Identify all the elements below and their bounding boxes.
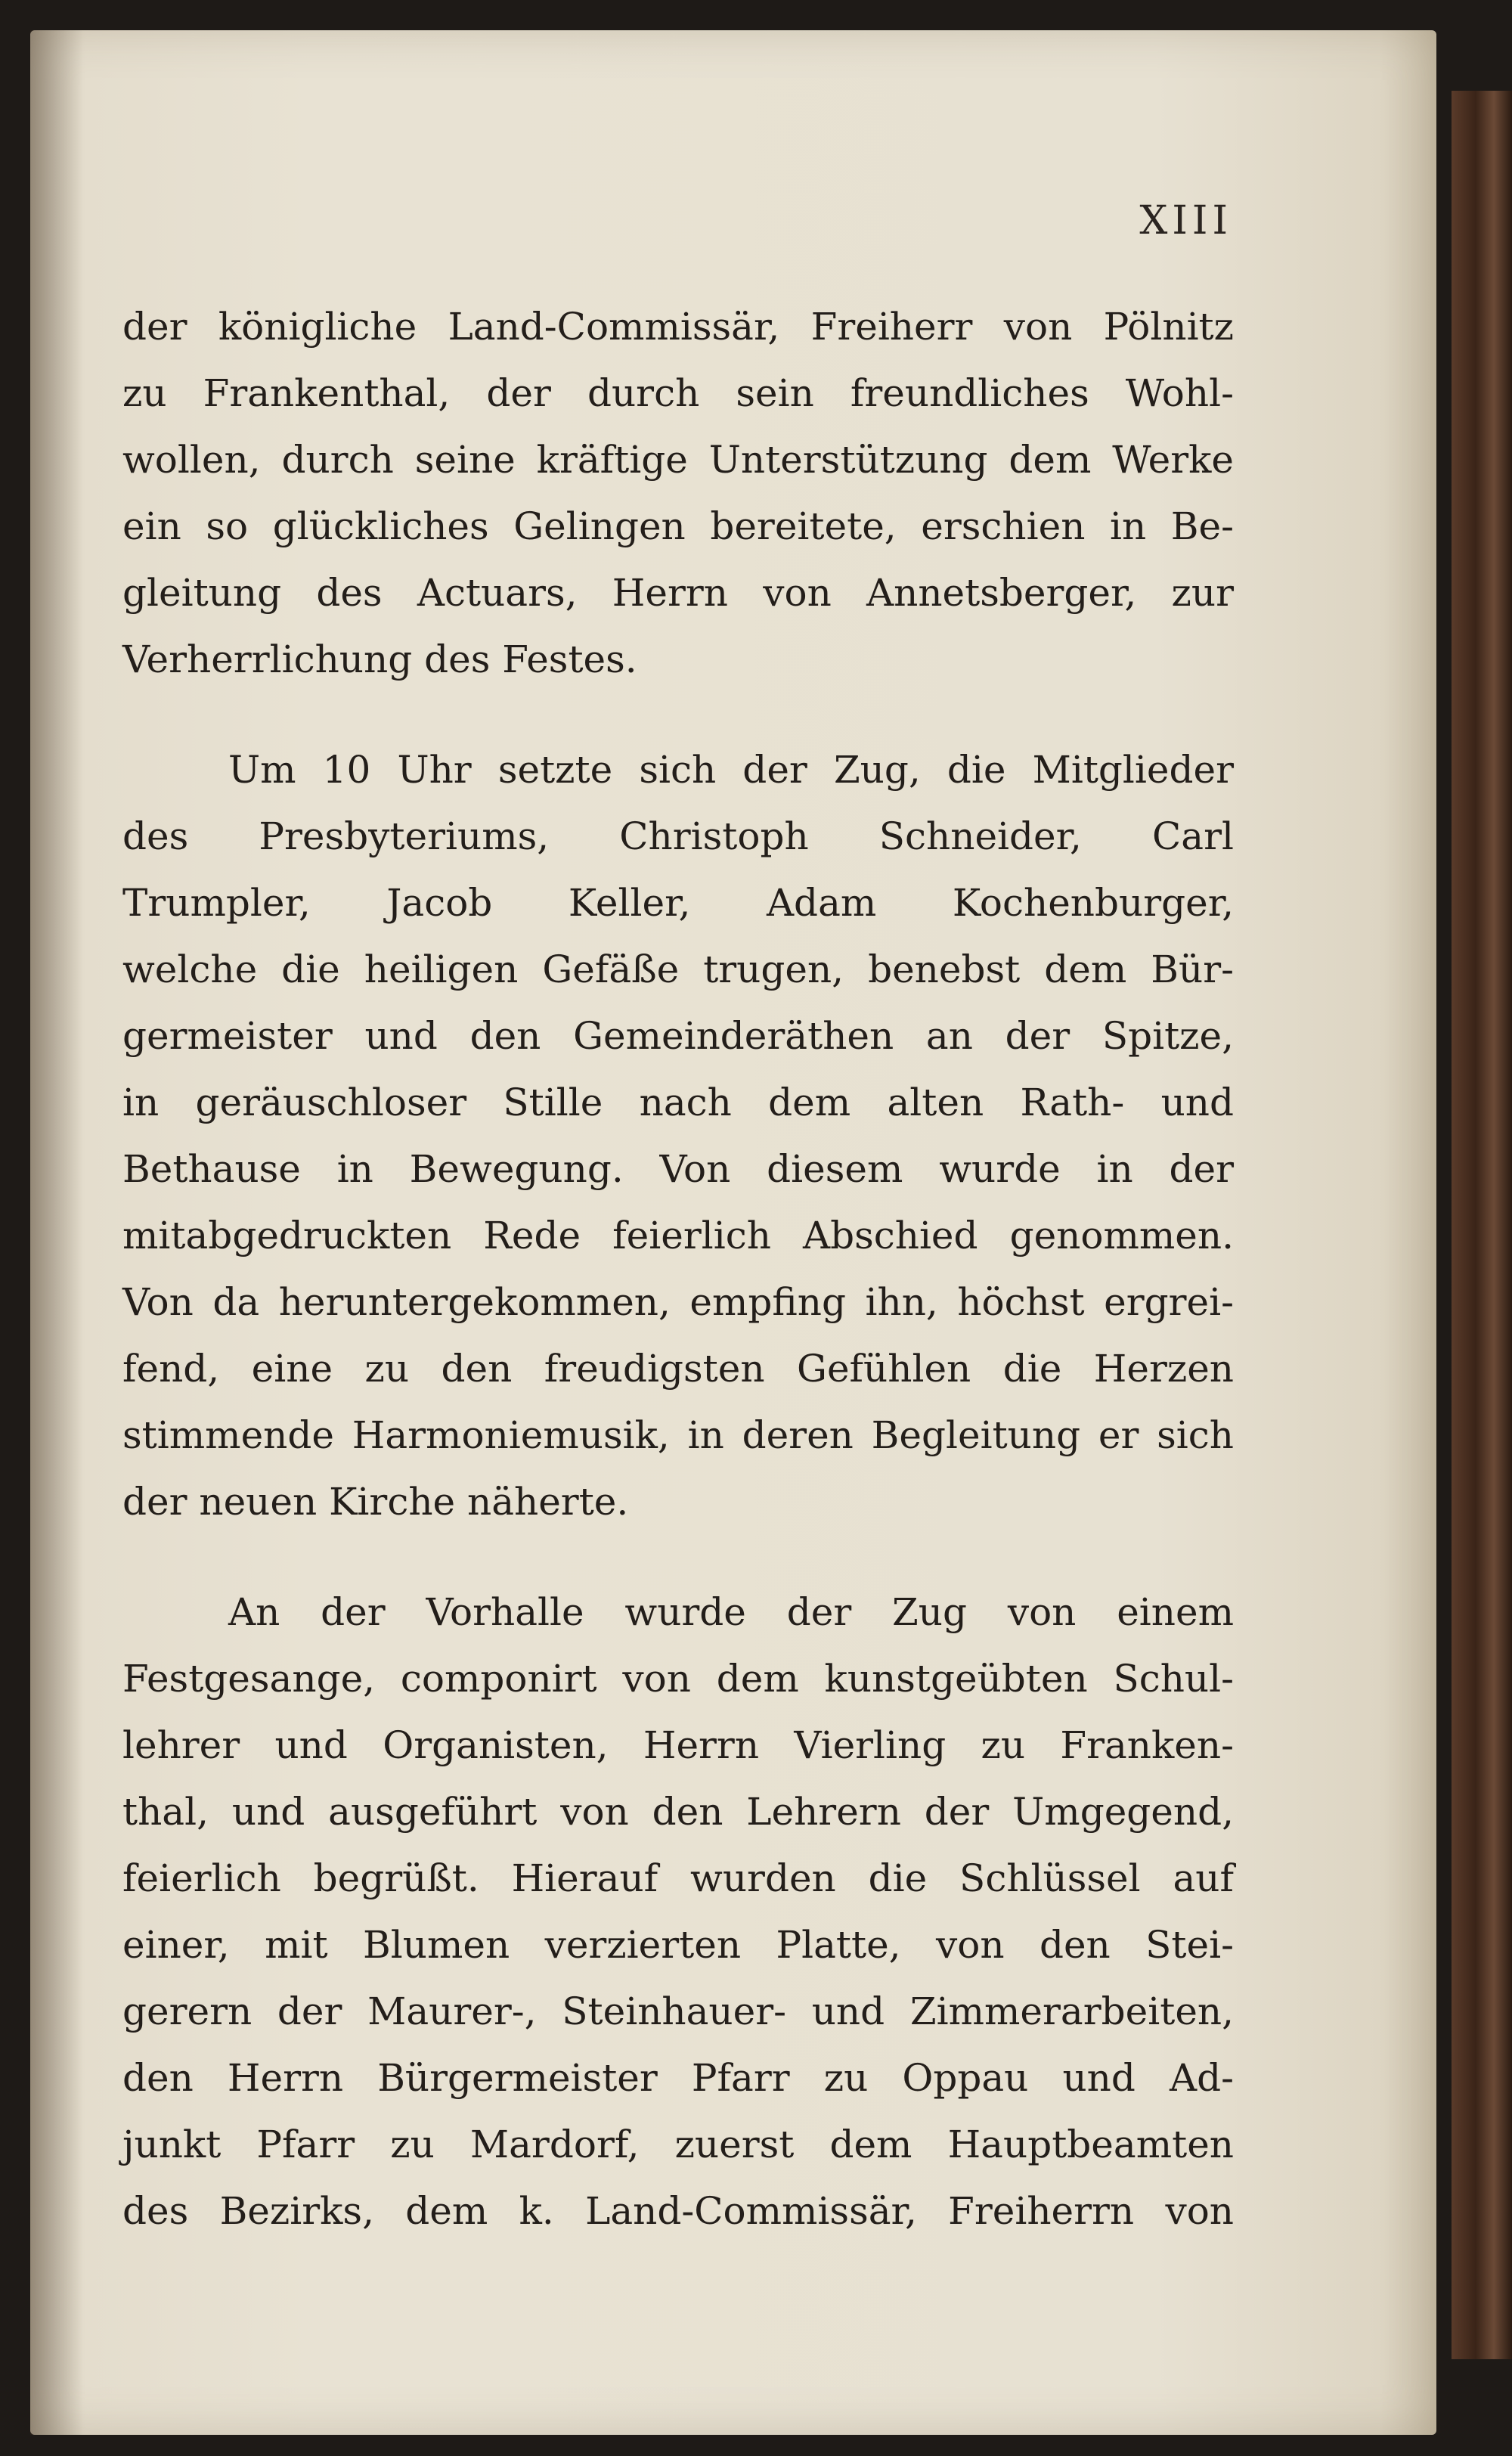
text-line: Festgesange, componirt von dem kunstgeübten Schul- <box>122 1657 1234 1701</box>
text-line: feierlich begrüßt. Hierauf wurden die Schlüssel auf <box>122 1856 1234 1900</box>
text-line: den Herrn Bürgermeister Pfarr zu Oppau und Ad- <box>122 2056 1234 2100</box>
text-line: gleitung des Actuars, Herrn von Annetsberger, zur <box>122 571 1234 615</box>
text-line: der königliche Land-Commissär, Freiherr von Pölnitz <box>122 305 1234 349</box>
text-line: Bethause in Bewegung. Von diesem wurde in der <box>122 1147 1234 1191</box>
text-line: stimmende Harmoniemusik, in deren Begleitung er sich <box>122 1413 1234 1457</box>
text-line: Verherrlichung des Festes. <box>122 637 637 681</box>
text-line: der neuen Kirche näherte. <box>122 1480 629 1524</box>
text-line: Um 10 Uhr setzte sich der Zug, die Mitglieder <box>228 748 1234 792</box>
text-line: welche die heiligen Gefäße trugen, benebst dem Bür- <box>122 947 1234 991</box>
paragraph-3 <box>122 1579 1234 2244</box>
text-line: des Presbyteriums, Christoph Schneider, Carl <box>122 814 1234 858</box>
text-line: gerern der Maurer-, Steinhauer- und Zimmerarbeiten, <box>122 1989 1234 2033</box>
text-line: Von da heruntergekommen, empfing ihn, höchst ergrei- <box>122 1280 1234 1324</box>
text-line: junkt Pfarr zu Mardorf, zuerst dem Hauptbeamten <box>122 2123 1234 2166</box>
text-line: des Bezirks, dem k. Land-Commissär, Freiherrn von <box>122 2189 1234 2233</box>
text-line: zu Frankenthal, der durch sein freundliches Wohl- <box>122 371 1234 415</box>
paragraph-2 <box>122 736 1234 1535</box>
text-line: germeister und den Gemeinderäthen an der Spitze, <box>122 1014 1234 1058</box>
text-line: fend, eine zu den freudigsten Gefühlen die Herzen <box>122 1347 1234 1391</box>
text-line: mitabgedruckten Rede feierlich Abschied genommen. <box>122 1214 1234 1257</box>
text-line: wollen, durch seine kräftige Unterstützung dem Werke <box>122 438 1234 482</box>
book-cover-edge <box>1452 91 1512 2359</box>
text-line: in geräuschloser Stille nach dem alten Rath- und <box>122 1081 1234 1124</box>
text-line: Trumpler, Jacob Keller, Adam Kochenburger, <box>122 881 1234 925</box>
text-line: thal, und ausgeführt von den Lehrern der Umgegend, <box>122 1790 1234 1834</box>
text-line: An der Vorhalle wurde der Zug von einem <box>228 1590 1234 1634</box>
paragraph-1 <box>122 293 1234 693</box>
text-line: lehrer und Organisten, Herrn Vierling zu Franken- <box>122 1723 1234 1767</box>
page-number: XIII <box>1139 198 1232 243</box>
text-line: einer, mit Blumen verzierten Platte, von den Stei- <box>122 1923 1234 1967</box>
text-line: ein so glückliches Gelingen bereitete, erschien in Be- <box>122 504 1234 548</box>
body-text <box>122 293 1234 2288</box>
spine-shadow <box>30 30 83 2435</box>
